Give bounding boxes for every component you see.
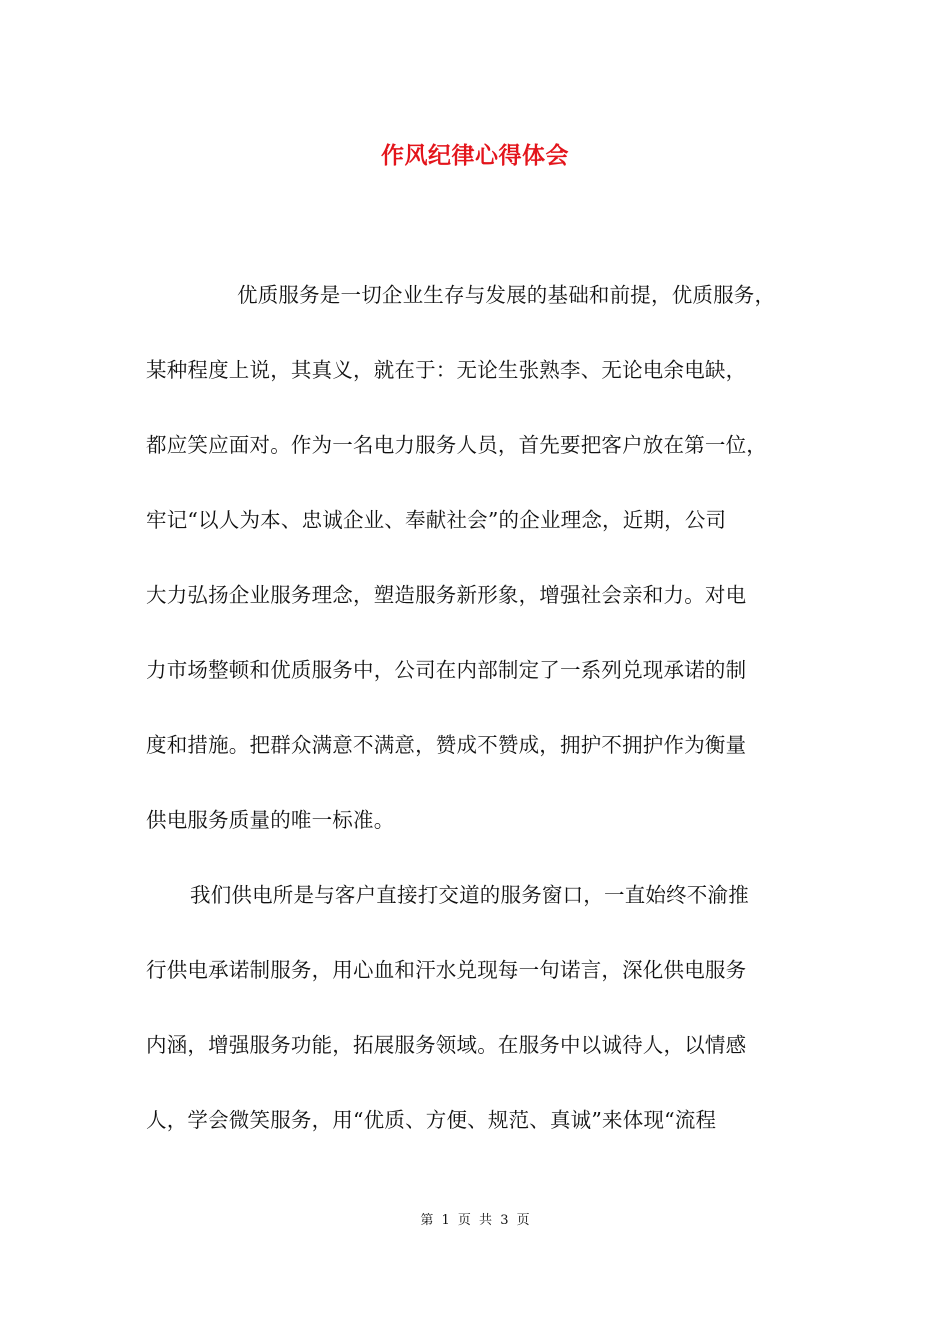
paragraph-1-line-3: 都应笑应面对。作为一名电力服务人员，首先要把客户放在第一位， bbox=[146, 433, 767, 457]
paragraph-1-line-2: 某种程度上说，其真义，就在于：无论生张熟李、无论电余电缺， bbox=[146, 358, 747, 382]
paragraph-2-line-3: 内涵，增强服务功能，拓展服务领域。在服务中以诚待人，以情感 bbox=[146, 1033, 747, 1057]
paragraph-2-line-2: 行供电承诺制服务，用心血和汗水兑现每一句诺言，深化供电服务 bbox=[146, 958, 747, 982]
paragraph-1-line-8: 供电服务质量的唯一标准。 bbox=[146, 808, 395, 832]
paragraph-1-line-1: 优质服务是一切企业生存与发展的基础和前提，优质服务， bbox=[237, 283, 776, 307]
paragraph-1-line-5: 大力弘扬企业服务理念，塑造服务新形象，增强社会亲和力。对电 bbox=[146, 583, 747, 607]
paragraph-1-line-4: 牢记“以人为本、忠诚企业、奉献社会”的企业理念，近期，公司 bbox=[146, 508, 727, 532]
paragraph-2-line-1: 我们供电所是与客户直接打交道的服务窗口，一直始终不渝推 bbox=[190, 883, 749, 907]
page-footer: 第 1 页 共 3 页 bbox=[420, 1213, 530, 1228]
paragraph-1-line-7: 度和措施。把群众满意不满意，赞成不赞成，拥护不拥护作为衡量 bbox=[146, 733, 747, 757]
paragraph-2-line-4: 人，学会微笑服务，用“优质、方便、规范、真诚”来体现“流程 bbox=[146, 1108, 717, 1132]
document-title: 作风纪律心得体会 bbox=[381, 142, 569, 169]
paragraph-1-line-6: 力市场整顿和优质服务中，公司在内部制定了一系列兑现承诺的制 bbox=[146, 658, 747, 682]
